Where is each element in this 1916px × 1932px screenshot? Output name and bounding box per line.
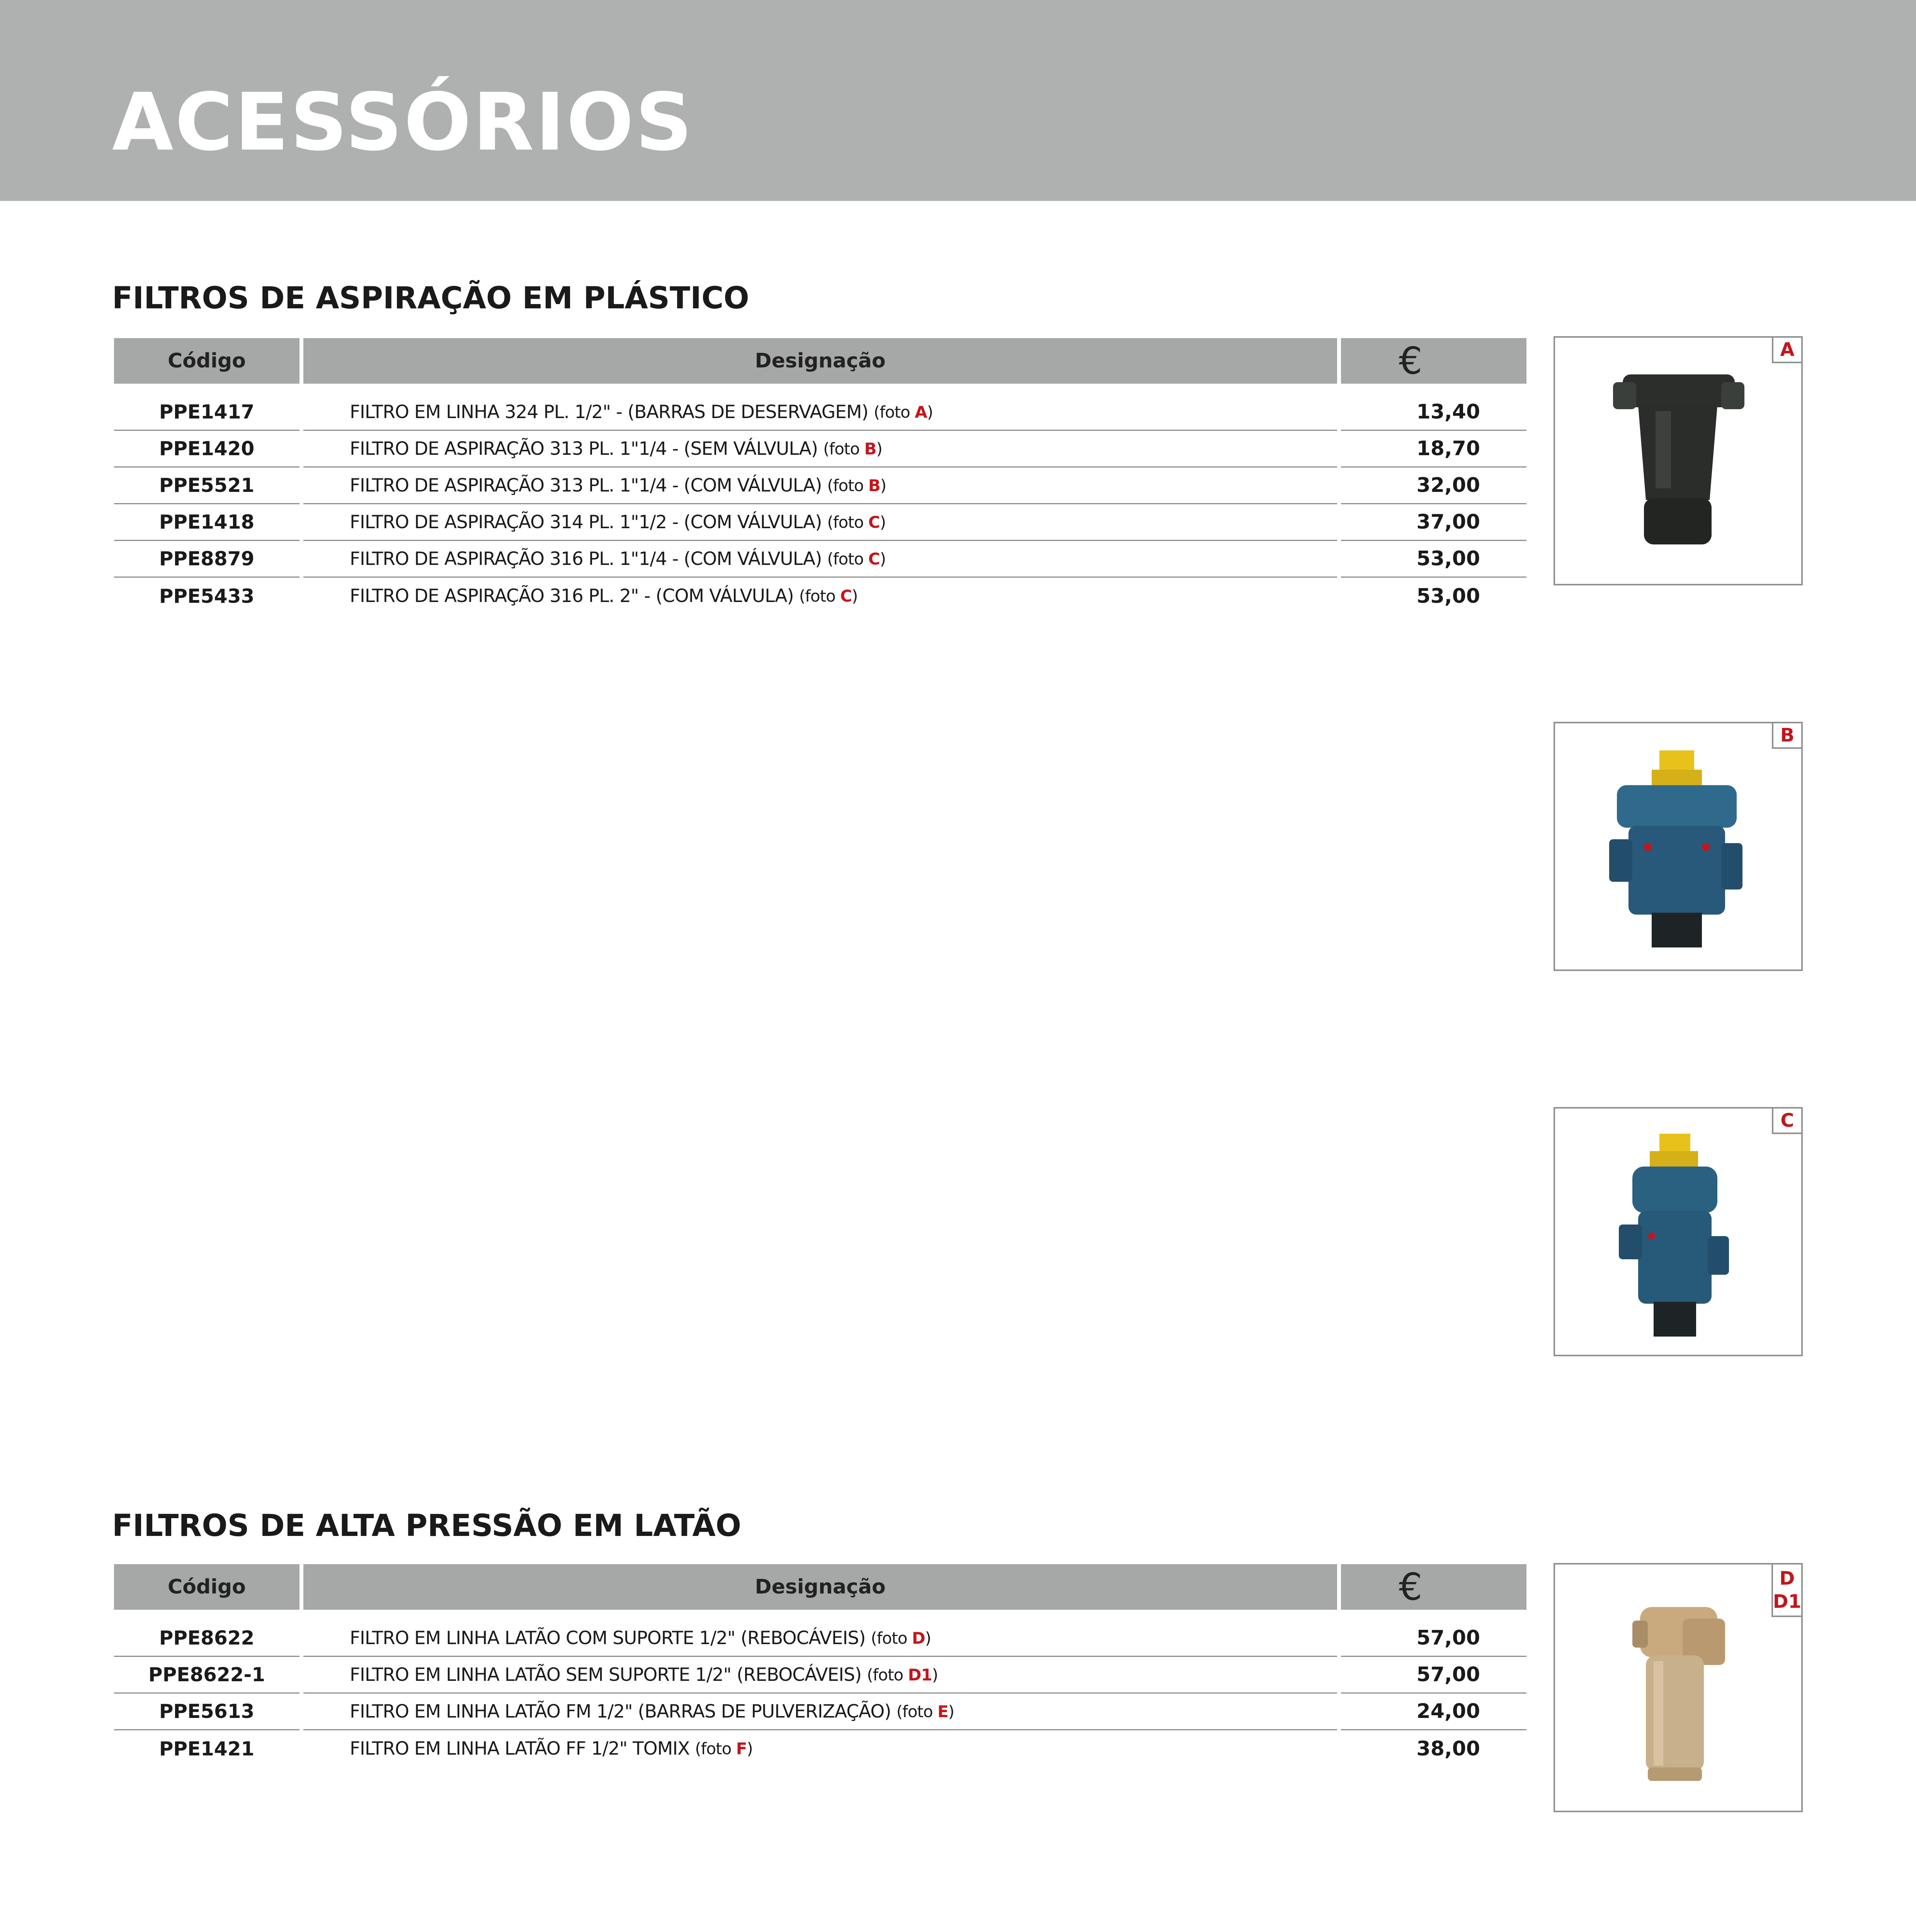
column-header-code: Código — [114, 338, 299, 384]
product-code: PPE1418 — [114, 504, 299, 541]
product-code: PPE1417 — [114, 394, 299, 431]
product-code: PPE5521 — [114, 468, 299, 504]
euro-icon: € — [1399, 1565, 1423, 1609]
euro-icon: € — [1399, 339, 1423, 383]
product-photo-c — [1554, 1107, 1803, 1356]
product-designation: FILTRO EM LINHA LATÃO FF 1/2" TOMIX (foto F) — [350, 1738, 753, 1759]
column-header-price — [1341, 1564, 1526, 1610]
column-header-code: Código — [114, 1564, 299, 1610]
product-price: 32,00 — [1341, 468, 1526, 504]
brass-filter-with-bracket-image — [1555, 1565, 1801, 1811]
page-title: ACESSÓRIOS — [112, 77, 694, 168]
product-designation: FILTRO DE ASPIRAÇÃO 316 PL. 2" - (COM VÁLVULA) (foto C) — [350, 585, 858, 607]
product-code: PPE8622 — [114, 1620, 299, 1657]
photo-label: C — [1772, 1107, 1803, 1134]
section-title-brass-filters: FILTROS DE ALTA PRESSÃO EM LATÃO — [112, 1509, 742, 1543]
black-filter-image — [1555, 338, 1801, 584]
photo-reference: A — [915, 402, 927, 422]
product-designation: FILTRO EM LINHA LATÃO FM 1/2" (BARRAS DE PULVERIZAÇÃO) (foto E) — [303, 1694, 1337, 1730]
column-header-designation: Designação — [303, 1564, 1337, 1610]
page-header-banner — [0, 0, 1916, 201]
product-designation: FILTRO DE ASPIRAÇÃO 313 PL. 1"1/4 - (COM VÁLVULA) (foto B) — [303, 468, 1337, 504]
photo-reference: B — [868, 476, 880, 495]
product-designation: FILTRO EM LINHA 324 PL. 1/2" - (BARRAS DE DESERVAGEM) (foto A) — [303, 394, 1337, 431]
product-price: 53,00 — [1341, 541, 1526, 578]
photo-reference: D1 — [908, 1665, 932, 1684]
photo-reference: C — [868, 512, 880, 532]
product-designation: FILTRO DE ASPIRAÇÃO 313 PL. 1"1/4 - (SEM VÁLVULA) (foto B) — [303, 431, 1337, 468]
photo-reference: F — [736, 1739, 747, 1758]
photo-label: D D1 — [1771, 1563, 1803, 1617]
product-designation: FILTRO EM LINHA LATÃO COM SUPORTE 1/2" (REBOCÁVEIS) (foto D) — [303, 1620, 1337, 1657]
photo-reference: B — [864, 439, 876, 458]
photo-label: B — [1772, 722, 1803, 749]
blue-filter-valve-large-image — [1555, 1109, 1801, 1355]
photo-reference: D — [912, 1628, 925, 1648]
product-price: 13,40 — [1341, 394, 1526, 431]
section-title-plastic-filters: FILTROS DE ASPIRAÇÃO EM PLÁSTICO — [112, 281, 749, 316]
product-photo-d — [1554, 1563, 1803, 1812]
column-header-price — [1341, 338, 1526, 384]
product-photo-b — [1554, 722, 1803, 971]
product-price: 53,00 — [1416, 584, 1480, 608]
product-code: PPE8879 — [114, 541, 299, 578]
product-price: 38,00 — [1416, 1737, 1480, 1760]
product-code: PPE8622-1 — [114, 1657, 299, 1694]
product-price: 18,70 — [1341, 431, 1526, 468]
photo-reference: C — [840, 587, 852, 605]
product-code: PPE5613 — [114, 1694, 299, 1730]
product-code: PPE1420 — [114, 431, 299, 468]
product-code: PPE1421 — [159, 1737, 255, 1760]
photo-reference: E — [937, 1702, 948, 1721]
product-designation: FILTRO EM LINHA LATÃO SEM SUPORTE 1/2" (REBOCÁVEIS) (foto D1) — [303, 1657, 1337, 1694]
product-price: 57,00 — [1341, 1620, 1526, 1657]
blue-filter-valve-image — [1555, 723, 1801, 969]
product-code: PPE5433 — [159, 585, 255, 607]
column-header-designation: Designação — [303, 338, 1337, 384]
product-price: 37,00 — [1341, 504, 1526, 541]
product-price: 24,00 — [1341, 1694, 1526, 1730]
product-designation: FILTRO DE ASPIRAÇÃO 316 PL. 1"1/4 - (COM VÁLVULA) (foto C) — [303, 541, 1337, 578]
photo-label: A — [1772, 336, 1803, 363]
product-designation: FILTRO DE ASPIRAÇÃO 314 PL. 1"1/2 - (COM VÁLVULA) (foto C) — [303, 504, 1337, 541]
product-price: 57,00 — [1341, 1657, 1526, 1694]
photo-reference: C — [868, 549, 880, 568]
product-photo-a — [1554, 336, 1803, 585]
